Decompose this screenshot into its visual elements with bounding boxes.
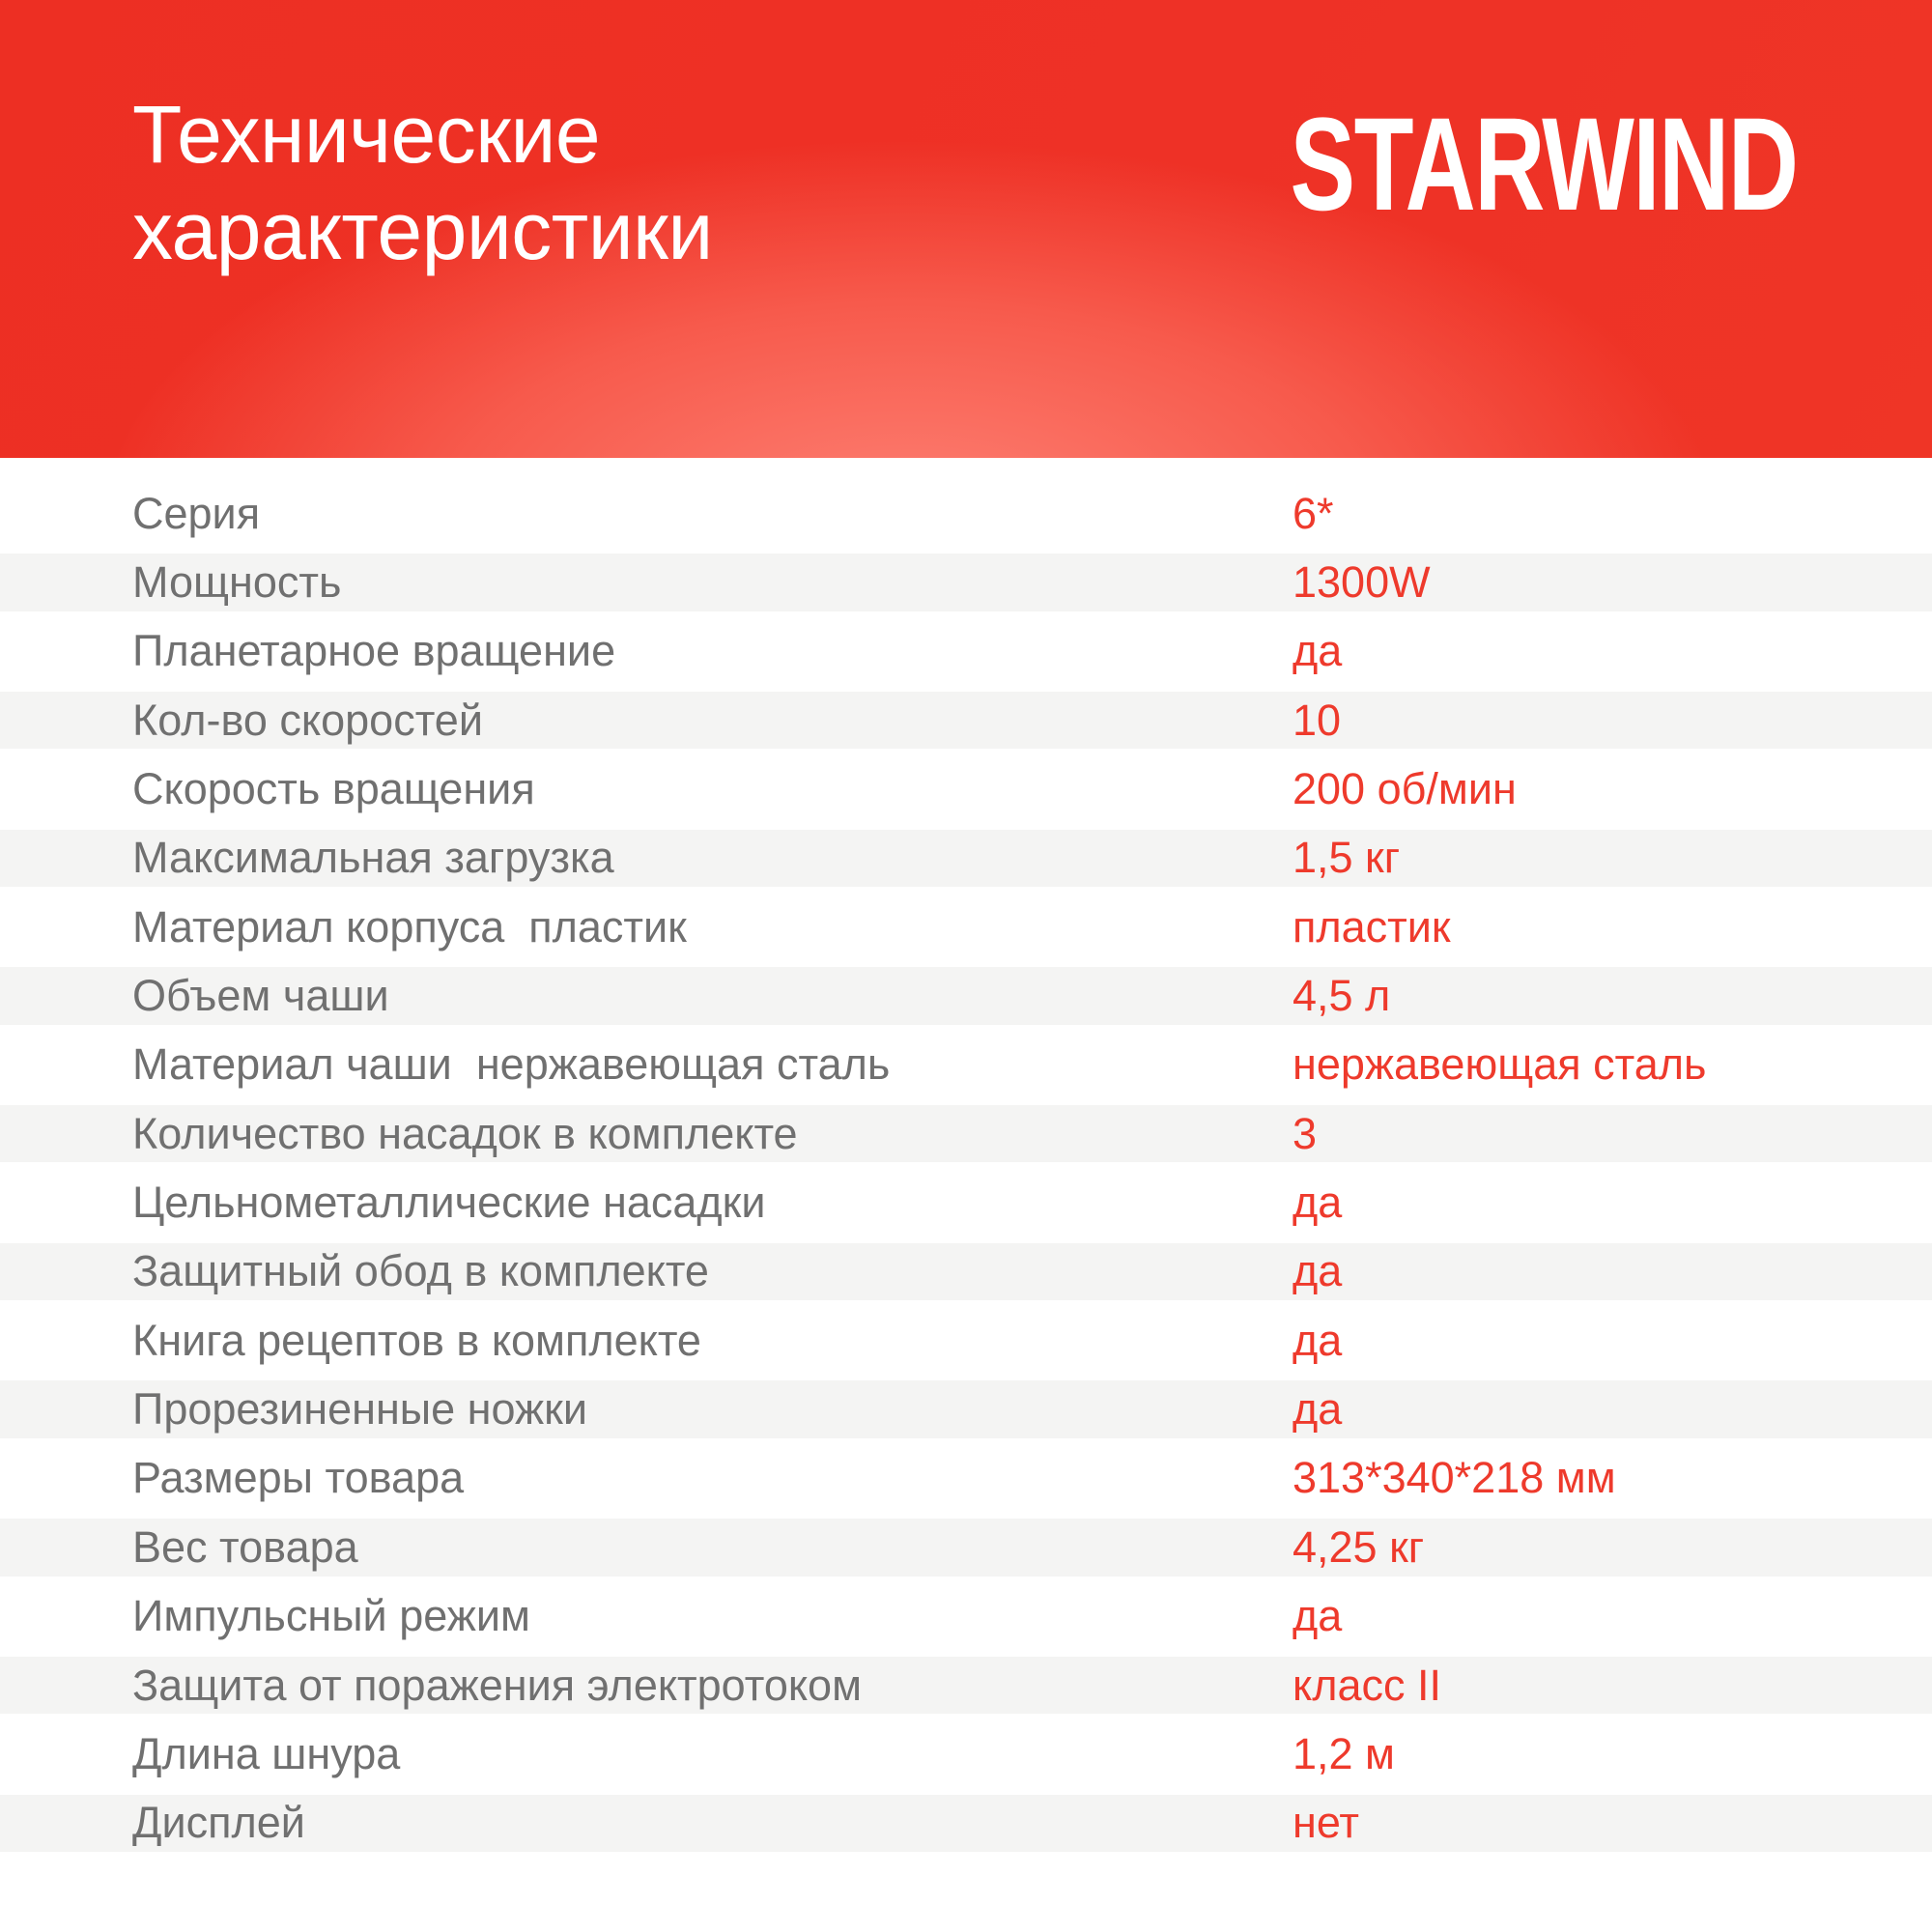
brand-logo: STARWIND: [1290, 91, 1798, 239]
spec-label: Скорость вращения: [132, 764, 535, 814]
spec-label: Прорезиненные ножки: [132, 1384, 587, 1435]
table-row: [0, 1237, 1932, 1306]
spec-value: нержавеющая сталь: [1293, 1039, 1707, 1090]
spec-value: да: [1293, 1315, 1343, 1365]
spec-label: Мощность: [132, 557, 342, 608]
spec-value: 3: [1293, 1108, 1318, 1158]
table-row: [0, 1099, 1932, 1168]
spec-value: 10: [1293, 695, 1342, 745]
table-row: [0, 1719, 1932, 1788]
table-row: [0, 617, 1932, 686]
table-row: [0, 1168, 1932, 1236]
table-row: [0, 548, 1932, 616]
page-title-line2: характеристики: [132, 185, 713, 276]
spec-value: 4,25 кг: [1293, 1521, 1425, 1572]
spec-value: нет: [1293, 1798, 1359, 1848]
spec-label: Количество насадок в комплекте: [132, 1108, 798, 1158]
spec-value: да: [1293, 1178, 1343, 1228]
spec-value: 6*: [1293, 488, 1334, 538]
spec-value: 313*340*218 мм: [1293, 1453, 1616, 1503]
header-banner: [0, 0, 1932, 458]
spec-label: Цельнометаллические насадки: [132, 1178, 766, 1228]
table-row: [0, 1306, 1932, 1375]
spec-label: Максимальная загрузка: [132, 833, 614, 883]
table-row: [0, 1513, 1932, 1581]
spec-value: пластик: [1293, 901, 1451, 952]
table-row: [0, 686, 1932, 754]
spec-value: 1,2 м: [1293, 1728, 1395, 1778]
spec-label: Вес товара: [132, 1521, 358, 1572]
table-row: [0, 893, 1932, 961]
spec-value: да: [1293, 626, 1343, 676]
table-row: [0, 1375, 1932, 1443]
table-row: [0, 1651, 1932, 1719]
spec-value: 4,5 л: [1293, 971, 1391, 1021]
page-title: [132, 86, 713, 279]
spec-label: Длина шнура: [132, 1728, 401, 1778]
table-row: [0, 754, 1932, 823]
spec-label: Книга рецептов в комплекте: [132, 1315, 701, 1365]
spec-label: Материал корпуса пластик: [132, 901, 687, 952]
spec-label: Материал чаши нержавеющая сталь: [132, 1039, 891, 1090]
spec-table: [0, 479, 1932, 1858]
table-row: [0, 1582, 1932, 1651]
spec-label: Защита от поражения электротоком: [132, 1660, 863, 1710]
spec-label: Импульсный режим: [132, 1591, 530, 1641]
spec-value: 200 об/мин: [1293, 764, 1517, 814]
page-title-line1: Технические: [132, 89, 601, 180]
spec-value: да: [1293, 1384, 1343, 1435]
table-row: [0, 961, 1932, 1030]
spec-value: да: [1293, 1591, 1343, 1641]
spec-value: класс II: [1293, 1660, 1441, 1710]
table-row: [0, 1444, 1932, 1513]
spec-label: Серия: [132, 488, 261, 538]
spec-label: Планетарное вращение: [132, 626, 616, 676]
spec-value: да: [1293, 1246, 1343, 1296]
table-row: [0, 824, 1932, 893]
spec-label: Защитный обод в комплекте: [132, 1246, 709, 1296]
spec-label: Кол-во скоростей: [132, 695, 483, 745]
table-row: [0, 479, 1932, 548]
table-row: [0, 1789, 1932, 1858]
table-row: [0, 1031, 1932, 1099]
spec-value: 1,5 кг: [1293, 833, 1401, 883]
spec-label: Размеры товара: [132, 1453, 465, 1503]
spec-value: 1300W: [1293, 557, 1431, 608]
spec-label: Объем чаши: [132, 971, 389, 1021]
spec-label: Дисплей: [132, 1798, 305, 1848]
